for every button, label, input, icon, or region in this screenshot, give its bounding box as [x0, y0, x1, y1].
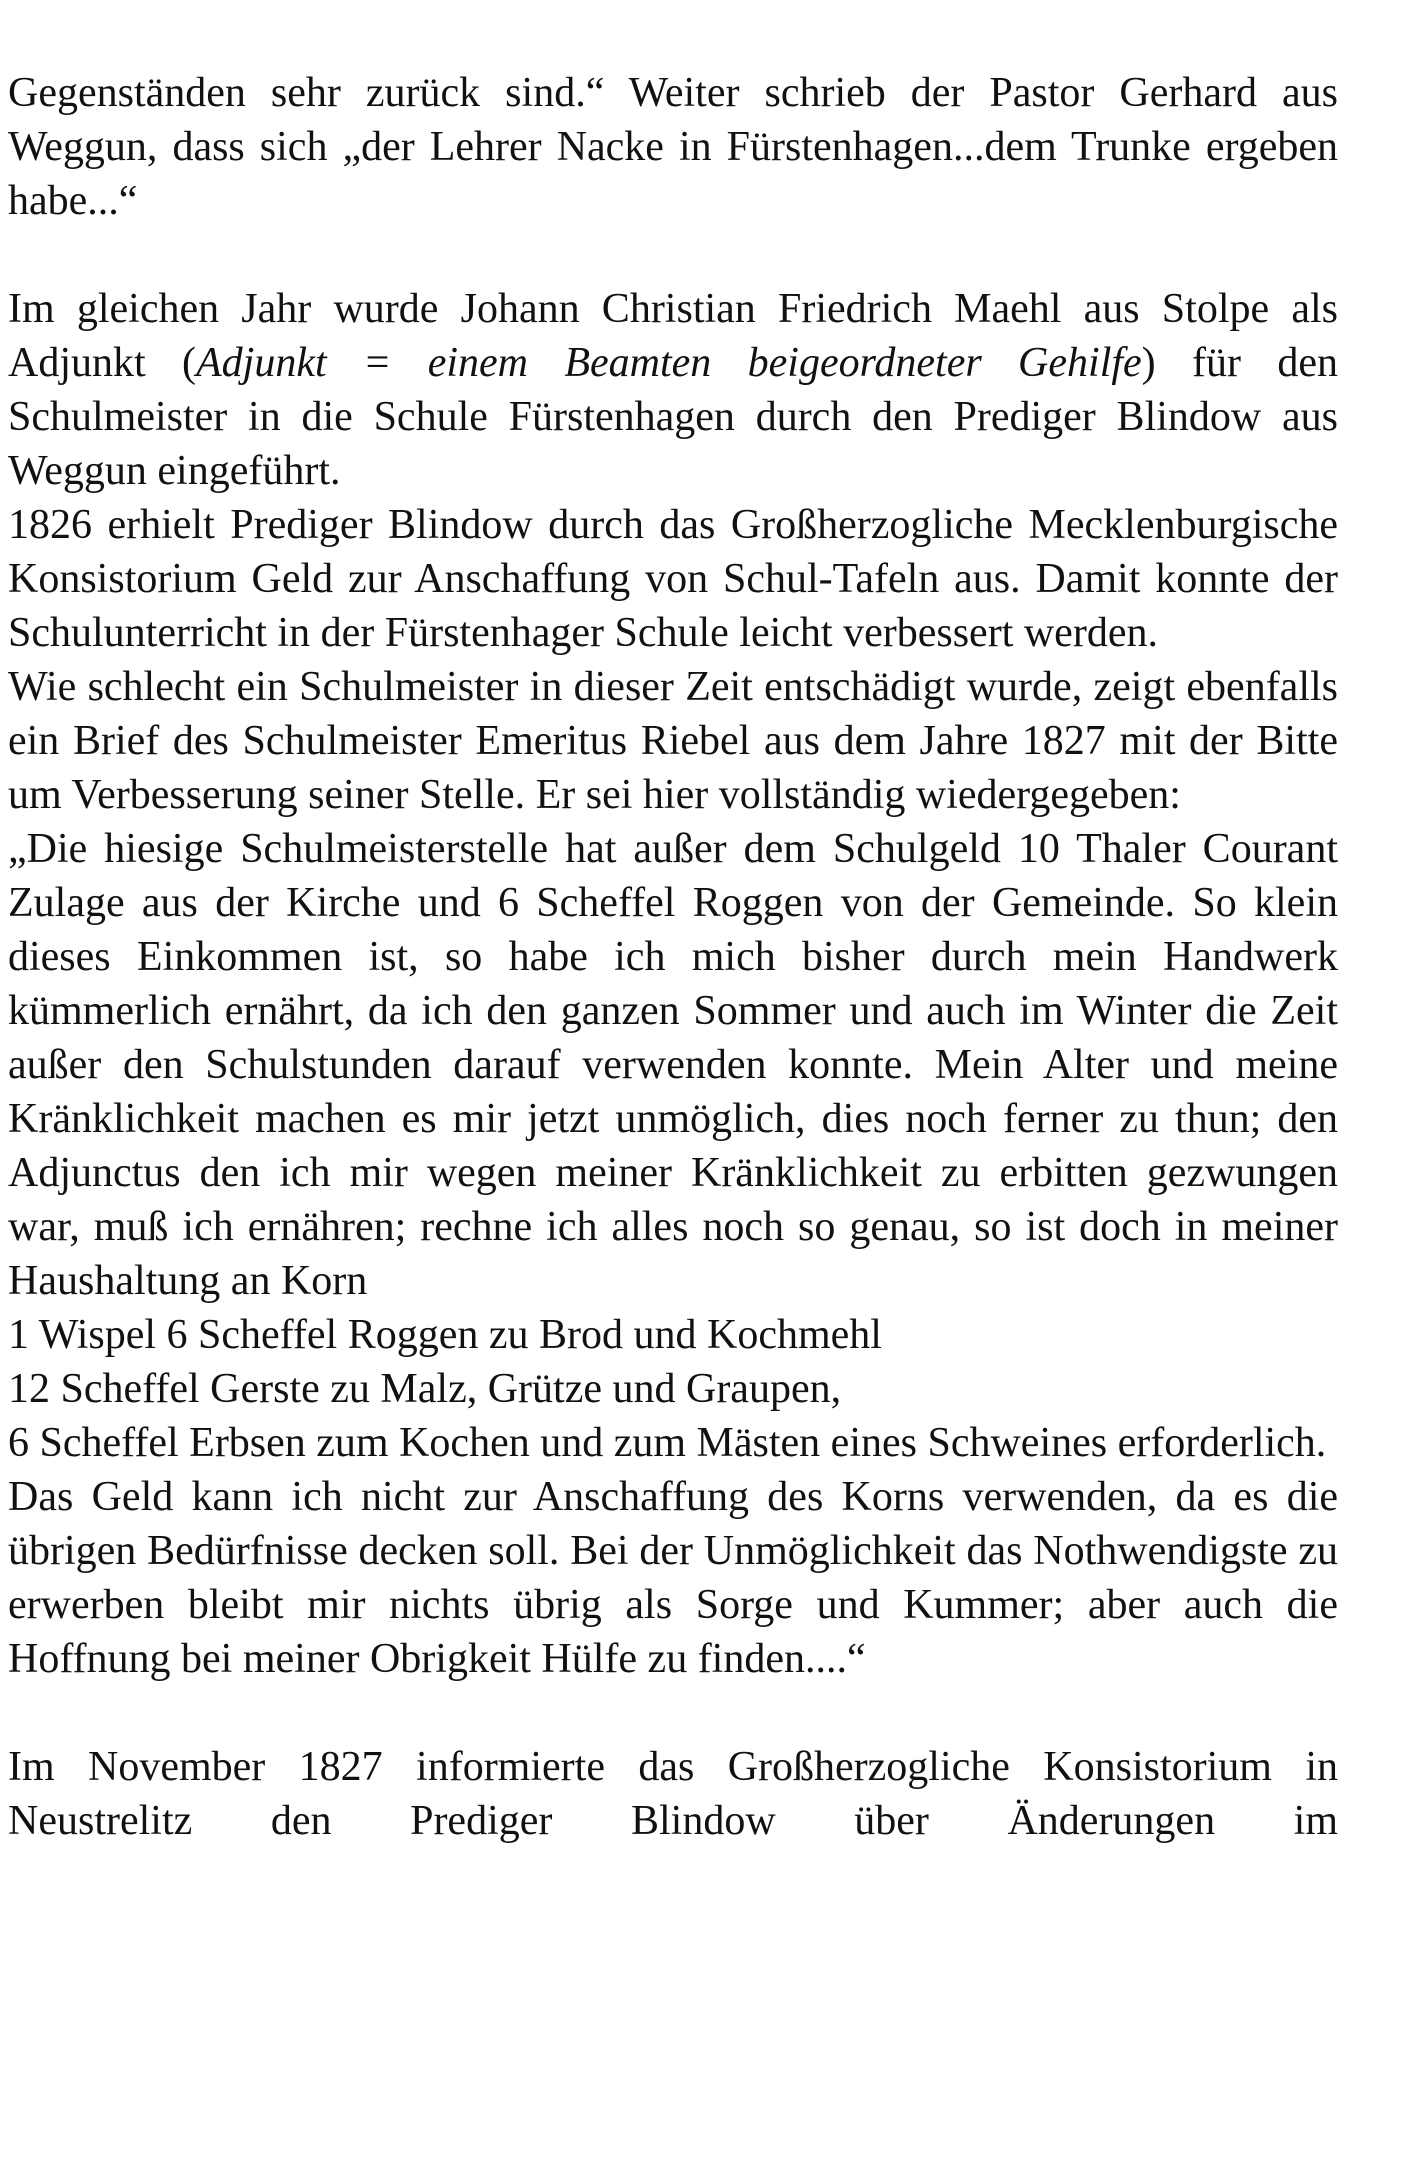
paragraph-riebel-letter-quote: „Die hiesige Schulmeisterstelle hat außer dem Schulgeld 10 Thaler Courant Zulage aus der Kirche und 6 Scheffel Roggen von der Gemeinde. So klein dieses Einkommen ist, so habe ich mich bisher durch mein Handwerk kümmerlich ernährt, da ich den ganzen Sommer und auch im Winter die Zeit außer den Schulstunden darauf verwenden konnte. Mein Alter und meine Kränklichkeit machen es mir jetzt unmöglich, dies noch ferner zu thun; den Adjunctus den ich mir wegen meiner Kränklichkeit zu erbitten gezwungen war, muß ich ernähren; rechne ich alles noch so genau, so ist doch in meiner Haushaltung an Korn: [8, 826, 1338, 1304]
paragraph-spacer: [8, 1686, 1338, 1740]
adjunkt-text-end: ) für den Schulmeister in die Schule Fürstenhagen durch den Prediger Blindow aus Weggun eingeführt.: [8, 340, 1338, 494]
list-item-roggen: 1 Wispel 6 Scheffel Roggen zu Brod und Kochmehl: [8, 1312, 882, 1358]
paragraph-november-1827: Im November 1827 informierte das Großherzogliche Konsistorium in Neustrelitz den Prediger Blindow über Änderungen im: [8, 1744, 1338, 1844]
adjunkt-definition: Adjunkt = einem Beamten beigeordneter Gehilfe: [196, 340, 1142, 386]
list-item-erbsen: 6 Scheffel Erbsen zum Kochen und zum Mästen eines Schweines erforderlich.: [8, 1420, 1327, 1466]
adjunkt-text-start: Im gleichen Jahr wurde Johann Christian Friedrich Maehl aus Stolpe als Adjunkt (: [8, 286, 1338, 386]
paragraph-spacer: [8, 228, 1338, 282]
document-page: [8, 66, 1338, 1848]
paragraph-riebel-letter-intro: Wie schlecht ein Schulmeister in dieser Zeit entschädigt wurde, zeigt ebenfalls ein Brief des Schulmeister Emeritus Riebel aus dem Jahre 1827 mit der Bitte um Verbesserung seiner Stelle. Er sei hier vollständig wiedergegeben:: [8, 664, 1338, 818]
paragraph-pastor-gerhard-report: Gegenständen sehr zurück sind.“ Weiter schrieb der Pastor Gerhard aus Weggun, dass sich „der Lehrer Nacke in Fürstenhagen...dem Trunke ergeben habe...“: [8, 70, 1338, 224]
list-item-gerste: 12 Scheffel Gerste zu Malz, Grütze und Graupen,: [8, 1366, 842, 1412]
paragraph-schul-tafeln-1826: 1826 erhielt Prediger Blindow durch das Großherzogliche Mecklenburgische Konsistorium Geld zur Anschaffung von Schul-Tafeln aus. Damit konnte der Schulunterricht in der Fürstenhager Schule leicht verbessert werden.: [8, 502, 1338, 656]
paragraph-riebel-letter-closing: Das Geld kann ich nicht zur Anschaffung des Korns verwenden, da es die übrigen Bedürfnisse decken soll. Bei der Unmöglichkeit das Nothwendigste zu erwerben bleibt mir nichts übrig als Sorge und Kummer; aber auch die Hoffnung bei meiner Obrigkeit Hülfe zu finden....“: [8, 1474, 1338, 1682]
paragraph-adjunkt-maehl: [8, 282, 1338, 498]
